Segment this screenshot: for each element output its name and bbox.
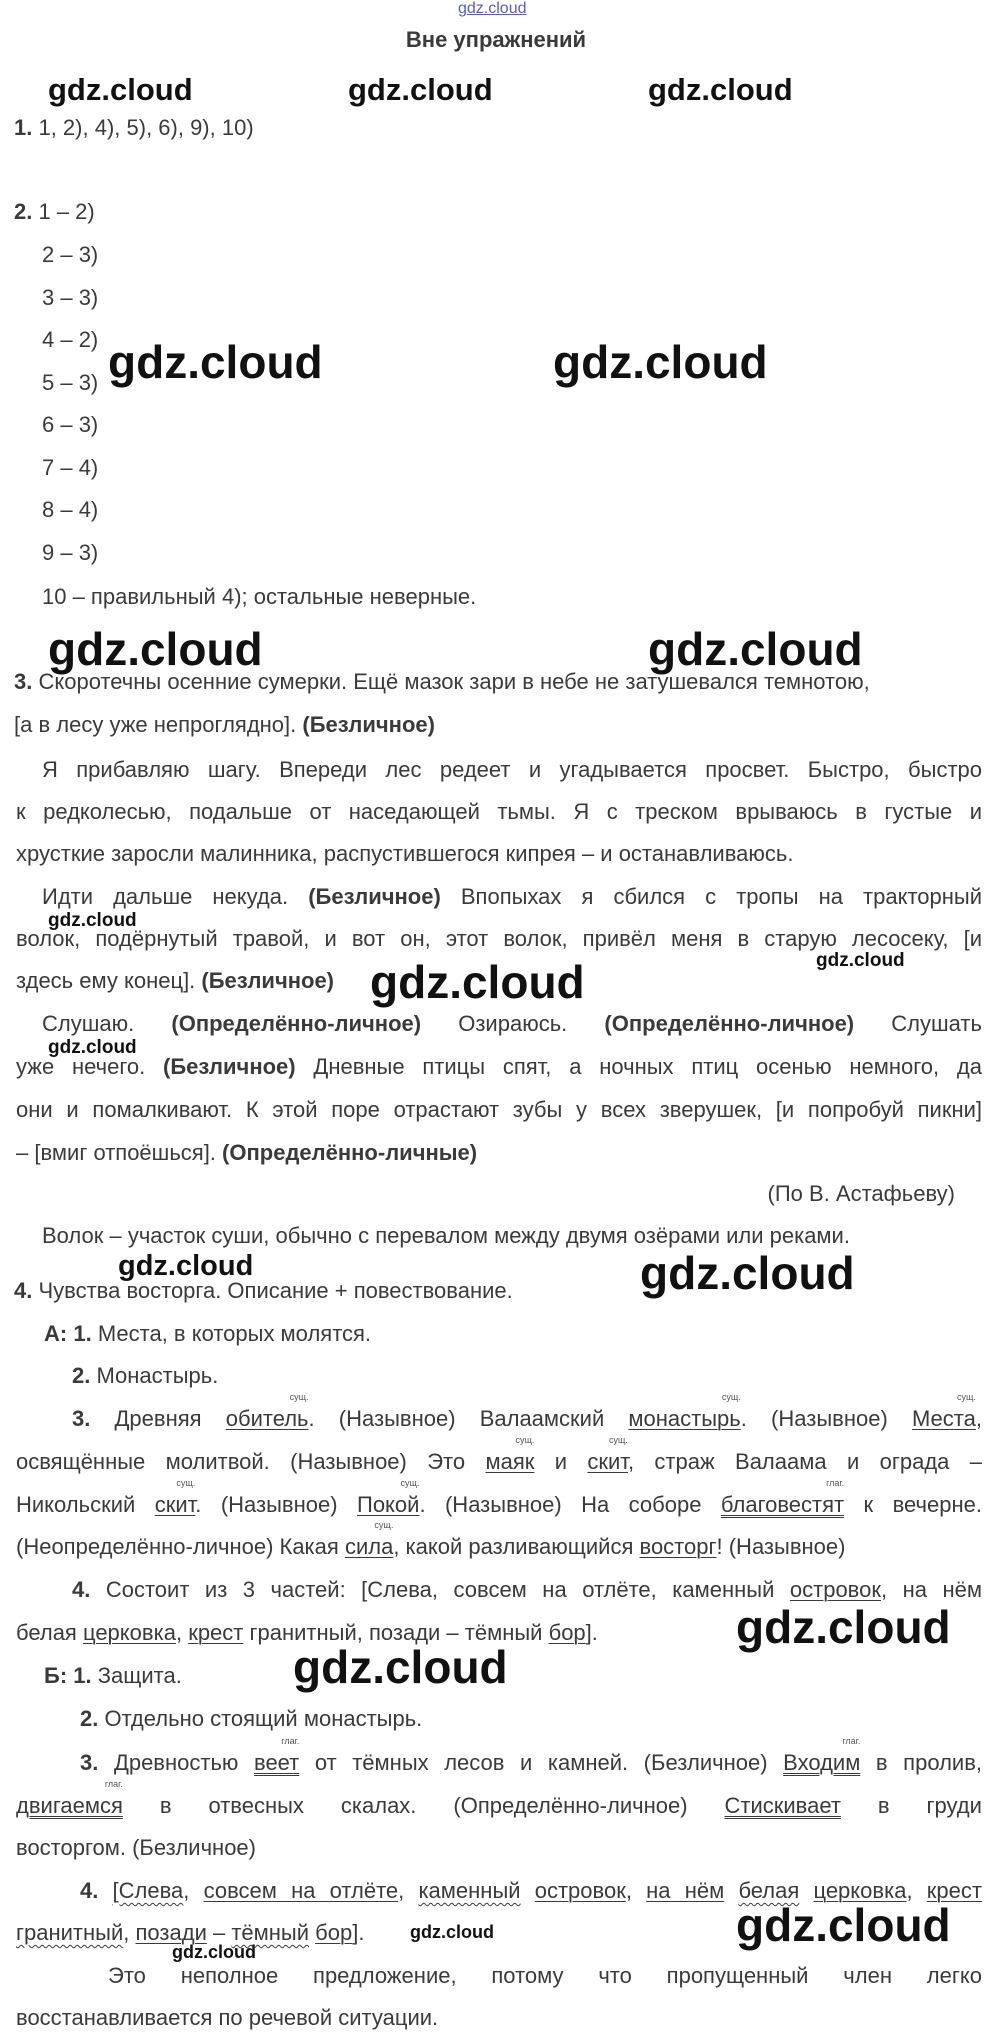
item-number: 3. bbox=[72, 1406, 91, 1431]
adverbial-phrase: на нём bbox=[646, 1878, 725, 1903]
watermark: gdz.cloud bbox=[648, 623, 863, 675]
text: Древностью bbox=[113, 1750, 239, 1775]
text: , страж Валаама и ограда – bbox=[627, 1449, 982, 1474]
text: и bbox=[554, 1449, 568, 1474]
adverbial-word: позади bbox=[135, 1920, 207, 1945]
text: , bbox=[175, 1620, 183, 1645]
noun-word: крест bbox=[926, 1878, 982, 1903]
part-b-item-3-line bbox=[80, 1749, 982, 1777]
text: Дневные птицы спят, а ночных птиц осенью немного, да bbox=[313, 1054, 982, 1079]
watermark-top: gdz.cloud bbox=[458, 0, 527, 17]
part-a-item-3-line bbox=[72, 1405, 982, 1433]
noun-word: церковка bbox=[813, 1878, 907, 1903]
adverbial-phrase: совсем на отлёте bbox=[203, 1878, 399, 1903]
exercise-3-line: волок, подёрнутый травой, и вот он, этот волок, привёл меня в старую лесосеку, [и bbox=[16, 926, 982, 951]
part-label: А: bbox=[44, 1321, 68, 1346]
conclusion-line: Это неполное предложение, потому что пропущенный член легко bbox=[108, 1963, 982, 1988]
text: ! (Назывное) bbox=[716, 1534, 846, 1559]
text: . (Назывное) На соборе bbox=[419, 1492, 702, 1517]
list-item: 1 – 2) bbox=[38, 199, 95, 224]
list-item: 9 – 3) bbox=[42, 540, 99, 565]
item-number: 2. bbox=[80, 1706, 99, 1731]
item-number: 4. bbox=[80, 1878, 99, 1903]
noun-word: крест bbox=[188, 1620, 244, 1645]
text: Защита. bbox=[91, 1663, 182, 1688]
watermark: gdz.cloud bbox=[348, 72, 493, 107]
text: к вечерне. bbox=[863, 1492, 982, 1517]
text: Отдельно стоящий монастырь. bbox=[98, 1706, 423, 1731]
text: Состоит из 3 частей: [Слева, совсем на отлёте, каменный bbox=[105, 1577, 775, 1602]
item-number: 2. bbox=[72, 1363, 91, 1388]
list-item: 8 – 4) bbox=[42, 497, 99, 522]
part-b-item-1 bbox=[44, 1662, 182, 1690]
verb-word: глаг. благовестят bbox=[721, 1492, 844, 1517]
exercise-3-line: к редколесью, подальше от наседающей тьмы. Я с треском врываюсь в густые и bbox=[16, 799, 982, 824]
list-item: 7 – 4) bbox=[42, 455, 99, 480]
noun-word: сущ. Покой bbox=[357, 1492, 419, 1517]
text: Озираюсь. bbox=[458, 1011, 568, 1036]
modifier-word: [Слева bbox=[112, 1878, 184, 1903]
noun-word: сущ. сила bbox=[345, 1534, 393, 1559]
text: ]. bbox=[585, 1620, 598, 1645]
text: Монастырь. bbox=[90, 1363, 219, 1388]
text: от тёмных лесов и камней. (Безличное) bbox=[314, 1750, 768, 1775]
text: , какой разливающийся bbox=[393, 1534, 634, 1559]
watermark: gdz.cloud bbox=[648, 72, 793, 107]
noun-word: островок bbox=[789, 1577, 881, 1602]
text: , bbox=[906, 1878, 913, 1903]
item-number: 1. bbox=[73, 1663, 92, 1688]
text: груди bbox=[926, 1793, 982, 1818]
list-item: 6 – 3) bbox=[42, 412, 99, 437]
text: . (Назывное) bbox=[195, 1492, 338, 1517]
noun-word: сущ. скит bbox=[587, 1449, 628, 1474]
text: Впопыхах я сбился с тропы на тракторный bbox=[460, 884, 982, 909]
item-number: 4. bbox=[72, 1577, 91, 1602]
watermark: gdz.cloud bbox=[48, 1037, 137, 1058]
verb-word: Стискивает bbox=[724, 1793, 841, 1818]
verb-word: глаг. веет bbox=[254, 1750, 299, 1775]
part-b-item-3-line: восторгом. (Безличное) bbox=[16, 1835, 256, 1860]
exercise-3-line bbox=[42, 883, 982, 911]
watermark: gdz.cloud bbox=[48, 623, 263, 675]
part-label: Б: bbox=[44, 1663, 68, 1688]
watermark: gdz.cloud bbox=[816, 950, 905, 971]
sentence-type-label: (Безличное) bbox=[201, 968, 335, 993]
text: Чувства восторга. Описание + повествование. bbox=[32, 1278, 513, 1303]
sentence-type-label: (Безличное) bbox=[163, 1054, 296, 1079]
text: уже нечего. bbox=[16, 1054, 146, 1079]
watermark: gdz.cloud bbox=[410, 1922, 494, 1942]
exercise-1 bbox=[14, 114, 254, 142]
text: освящённые молитвой. (Назывное) Это bbox=[16, 1449, 466, 1474]
text: ]. bbox=[352, 1920, 365, 1945]
exercise-number: 1. bbox=[14, 115, 33, 140]
text: Слушать bbox=[891, 1011, 982, 1036]
noun-word: бор bbox=[315, 1920, 353, 1945]
text: в пролив, bbox=[875, 1750, 982, 1775]
exercise-3-line bbox=[16, 967, 334, 995]
text: (Неопределённо-личное) Какая bbox=[16, 1534, 339, 1559]
watermark: gdz.cloud bbox=[736, 1899, 951, 1951]
noun-word: сущ. маяк bbox=[485, 1449, 534, 1474]
watermark: gdz.cloud bbox=[108, 336, 323, 388]
sentence-type-label: (Безличное) bbox=[308, 884, 441, 909]
part-a-item-3-line bbox=[16, 1448, 982, 1476]
list-item: 4 – 2) bbox=[42, 327, 99, 352]
text: – [вмиг отпоёшься]. bbox=[16, 1140, 216, 1165]
watermark: gdz.cloud bbox=[48, 72, 193, 107]
noun-word: восторг bbox=[639, 1534, 717, 1559]
list-item: 5 – 3) bbox=[42, 370, 99, 395]
sentence-type-label: (Определённо-личное) bbox=[604, 1011, 855, 1036]
modifier-word: гранитный bbox=[16, 1920, 124, 1945]
watermark: gdz.cloud bbox=[370, 956, 585, 1008]
exercise-number: 4. bbox=[14, 1278, 33, 1303]
conclusion-line: восстанавливается по речевой ситуации. bbox=[16, 2005, 439, 2030]
part-a-item-3-line bbox=[16, 1491, 982, 1519]
watermark: gdz.cloud bbox=[640, 1247, 855, 1299]
footnote: Волок – участок суши, обычно с перевалом между двумя озёрами или реками. bbox=[42, 1223, 850, 1248]
noun-word: островок bbox=[534, 1878, 626, 1903]
modifier-word: белая bbox=[738, 1878, 800, 1903]
exercise-3-line bbox=[16, 1139, 477, 1167]
text: белая bbox=[16, 1620, 77, 1645]
sentence-type-label: (Определённо-личные) bbox=[222, 1140, 478, 1165]
modifier-word: каменный bbox=[418, 1878, 521, 1903]
exercise-number: 2. bbox=[14, 199, 33, 224]
noun-word: церковка bbox=[82, 1620, 176, 1645]
part-b-item-3-line bbox=[16, 1792, 982, 1820]
list-item: 3 – 3) bbox=[42, 285, 99, 310]
watermark: gdz.cloud bbox=[118, 1250, 254, 1282]
exercise-3-line: Я прибавляю шагу. Впереди лес редеет и угадывается просвет. Быстро, быстро bbox=[42, 757, 982, 782]
text: , bbox=[123, 1920, 130, 1945]
watermark: gdz.cloud bbox=[553, 336, 768, 388]
text: скалах. bbox=[340, 1793, 417, 1818]
part-a-item-4-line bbox=[72, 1576, 982, 1604]
text: . (Назывное) Валаамский bbox=[308, 1406, 605, 1431]
exercise-3-line: они и помалкивают. К этой поре отрастают зубы у всех зверушек, [и попробуй пикни] bbox=[16, 1097, 982, 1122]
part-b-item-4-line bbox=[80, 1877, 982, 1905]
text: , на нём bbox=[880, 1577, 982, 1602]
exercise-3-line bbox=[14, 711, 435, 739]
noun-word: сущ. Места bbox=[912, 1406, 976, 1431]
text: , bbox=[975, 1406, 982, 1431]
page-title: Вне упражнений bbox=[405, 27, 587, 52]
exercise-3-line bbox=[14, 668, 870, 696]
watermark: gdz.cloud bbox=[172, 1942, 256, 1962]
part-a-item-1 bbox=[44, 1320, 371, 1348]
noun-word: сущ. скит bbox=[155, 1492, 196, 1517]
text: в bbox=[877, 1793, 890, 1818]
exercise-4 bbox=[14, 1277, 513, 1305]
text: , bbox=[398, 1878, 405, 1903]
text: [а в лесу уже непроглядно]. bbox=[14, 712, 297, 737]
exercise-2 bbox=[14, 198, 95, 226]
watermark: gdz.cloud bbox=[293, 1641, 508, 1693]
text: . (Назывное) bbox=[740, 1406, 888, 1431]
item-number: 3. bbox=[80, 1750, 99, 1775]
text: гранитный, позади – тёмный bbox=[249, 1620, 543, 1645]
item-number: 1. bbox=[73, 1321, 92, 1346]
author-attribution: (По В. Астафьеву) bbox=[767, 1181, 955, 1206]
text: , bbox=[625, 1878, 632, 1903]
text: Слушаю. bbox=[42, 1011, 135, 1036]
part-a-item-3-line bbox=[16, 1533, 845, 1561]
text: Древняя bbox=[114, 1406, 202, 1431]
watermark: gdz.cloud bbox=[48, 910, 137, 931]
text: – bbox=[206, 1920, 232, 1945]
list-item: 10 – правильный 4); остальные неверные. bbox=[42, 584, 477, 609]
part-b-item-2 bbox=[80, 1705, 422, 1733]
verb-word: глаг. двигаемся bbox=[16, 1793, 123, 1818]
text: (Определённо-личное) bbox=[453, 1793, 688, 1818]
text: в bbox=[159, 1793, 172, 1818]
sentence-type-label: (Определённо-личное) bbox=[171, 1011, 422, 1036]
watermark: gdz.cloud bbox=[736, 1601, 951, 1653]
text: здесь ему конец]. bbox=[16, 968, 196, 993]
exercise-1-answer: 1, 2), 4), 5), 6), 9), 10) bbox=[32, 115, 254, 140]
text: Скоротечны осенние сумерки. Ещё мазок зари в небе не затушевался темнотою, bbox=[38, 669, 870, 694]
text: , bbox=[183, 1878, 190, 1903]
text: Места, в которых молятся. bbox=[91, 1321, 372, 1346]
part-a-item-2 bbox=[72, 1362, 218, 1390]
text: отвесных bbox=[208, 1793, 304, 1818]
list-item: 2 – 3) bbox=[42, 242, 99, 267]
exercise-3-line bbox=[16, 1053, 982, 1081]
modifier-word: тёмный bbox=[231, 1920, 310, 1945]
exercise-number: 3. bbox=[14, 669, 33, 694]
text: Идти дальше некуда. bbox=[42, 884, 289, 909]
noun-word: бор bbox=[548, 1620, 586, 1645]
part-a-item-4-line bbox=[16, 1619, 598, 1647]
text: Никольский bbox=[16, 1492, 136, 1517]
exercise-3-line bbox=[42, 1010, 982, 1038]
noun-word: сущ. обитель bbox=[226, 1406, 309, 1431]
sentence-type-label: (Безличное) bbox=[302, 712, 435, 737]
exercise-3-line: хрусткие заросли малинника, распустившегося кипрея – и останавливаюсь. bbox=[16, 841, 794, 866]
part-b-item-4-line bbox=[16, 1919, 364, 1947]
noun-word: сущ. монастырь bbox=[628, 1406, 740, 1431]
verb-word: глаг. Входим bbox=[783, 1750, 860, 1775]
